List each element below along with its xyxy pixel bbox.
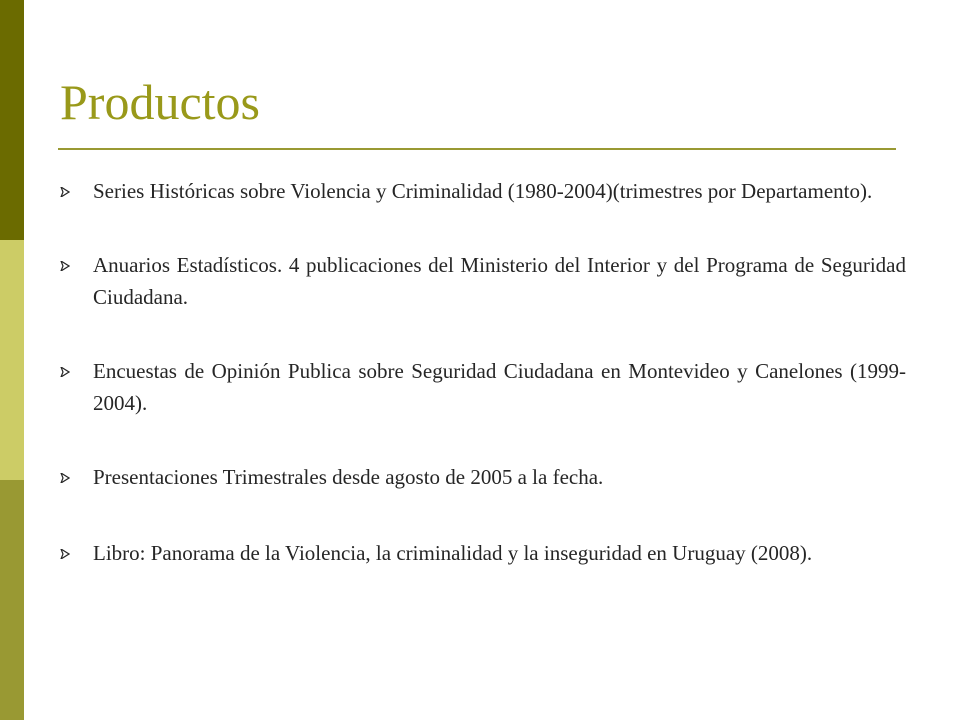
bullet-text: Presentaciones Trimestrales desde agosto de 2005 a la fecha.	[93, 465, 604, 489]
arrowhead-bullet-icon	[60, 549, 70, 559]
bullet-item	[58, 175, 906, 207]
bullet-item	[58, 355, 906, 419]
slide-title: Productos	[60, 74, 260, 130]
bullet-text: Anuarios Estadísticos. 4 publicaciones del Ministerio del Interior y del Programa de Seguridad Ciudadana.	[93, 253, 906, 309]
bullet-list	[58, 175, 906, 611]
title-divider	[58, 148, 896, 150]
sidebar-accent-bottom	[0, 480, 24, 720]
arrowhead-bullet-icon	[60, 187, 70, 197]
arrowhead-bullet-icon	[60, 473, 70, 483]
bullet-item	[58, 461, 906, 493]
bullet-text: Encuestas de Opinión Publica sobre Seguridad Ciudadana en Montevideo y Canelones (1999-2004).	[93, 359, 906, 415]
bullet-item	[58, 249, 906, 313]
bullet-text: Series Históricas sobre Violencia y Criminalidad (1980-2004)(trimestres por Departamento).	[93, 179, 873, 203]
arrowhead-bullet-icon	[60, 261, 70, 271]
arrowhead-bullet-icon	[60, 367, 70, 377]
sidebar-accent-middle	[0, 240, 24, 480]
bullet-text: Libro: Panorama de la Violencia, la criminalidad y la inseguridad en Uruguay (2008).	[93, 541, 813, 565]
sidebar-accent-top	[0, 0, 24, 240]
bullet-item	[58, 537, 906, 569]
